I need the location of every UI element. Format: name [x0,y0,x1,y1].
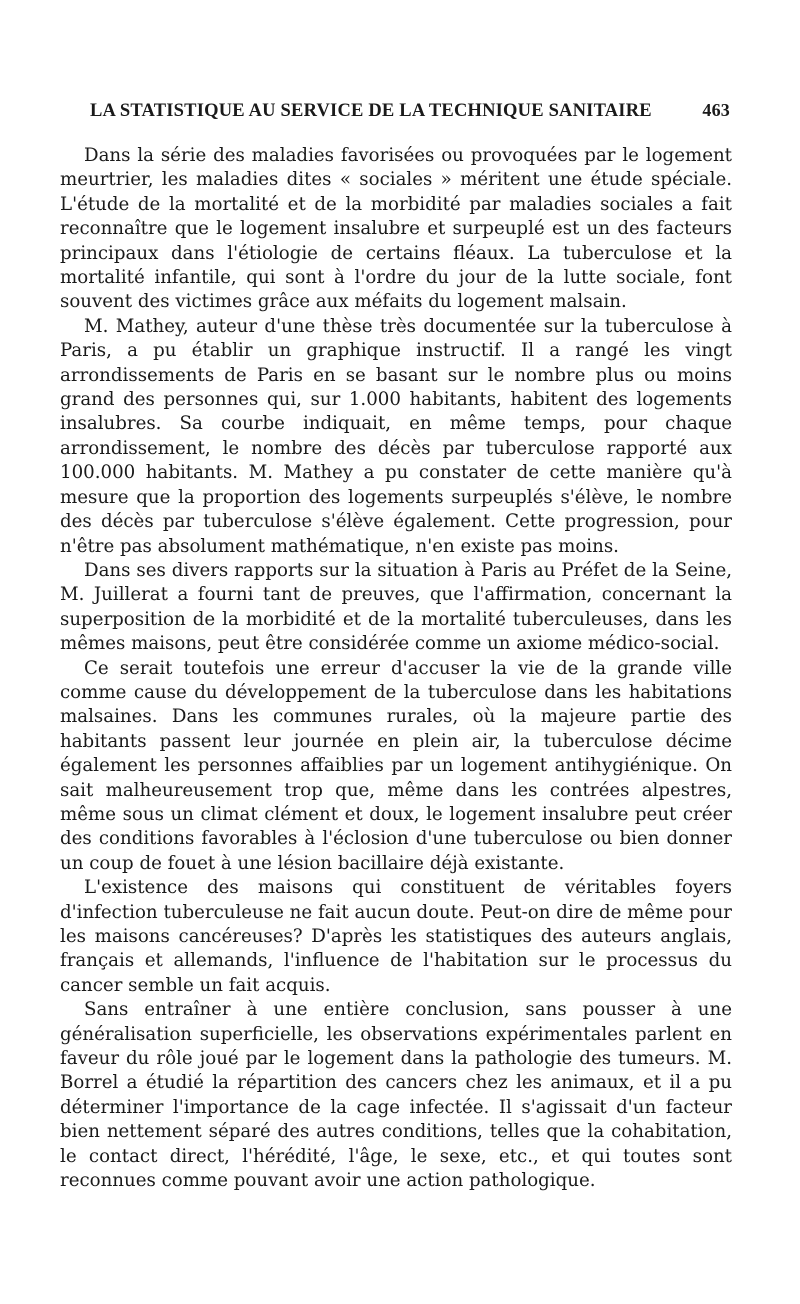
paragraph-mathey-study: M. Mathey, auteur d'une thèse très documentée sur la tuberculose à Paris, a pu établir un graphique instructif. Il a rangé les vingt arrondissements de Paris en se basant sur le nombre plus ou moins grand des personnes qui, sur 1.000 habitants, habitent des logements insalubres. Sa courbe indiquait, en même temps, pour chaque arrondissement, le nombre des décès par tuberculose rapporté aux 100.000 habitants. M. Mathey a pu constater de cette manière qu'à mesure que la proportion des logements surpeuplés s'élève, le nombre des décès par tuberculose s'élève également. Cette progression, pour n'être pas absolument mathématique, n'en existe pas moins. [60,315,732,557]
paragraph-rural-tuberculosis: Ce serait toutefois une erreur d'accuser la vie de la grande ville comme cause du développement de la tuberculose dans les habitations malsaines. Dans les communes rurales, où la majeure partie des habitants passent leur journée en plein air, la tuberculose décime également les personnes affaiblies par un logement antihygiénique. On sait malheureusement trop que, même dans les contrées alpestres, même sous un climat clément et doux, le logement insalubre peut créer des conditions favorables à l'éclosion d'une tuberculose ou bien donner un coup de fouet à une lésion bacillaire déjà existante. [60,657,732,874]
body-text [60,144,732,1193]
page-number: 463 [702,100,730,120]
paragraph-cancer-houses: L'existence des maisons qui constituent de véritables foyers d'infection tuberculeuse ne fait aucun doute. Peut-on dire de même pour les maisons cancéreuses? D'après les statistiques des auteurs anglais, français et allemands, l'influence de l'habitation sur le processus du cancer semble un fait acquis. [60,877,732,996]
running-head [90,100,730,126]
paragraph-borrel-observations: Sans entraîner à une entière conclusion, sans pousser à une généralisation superficielle, les observations expérimentales parlent en faveur du rôle joué par le logement dans la pathologie des tumeurs. M. Borrel a étudié la répartition des cancers chez les animaux, et il a pu déterminer l'importance de la cage infectée. Il s'agissait d'un facteur bien nettement séparé des autres conditions, telles que la cohabitation, le contact direct, l'hérédité, l'âge, le sexe, etc., et qui toutes sont reconnues comme pouvant avoir une action pathologique. [60,999,732,1192]
running-title: LA STATISTIQUE AU SERVICE DE LA TECHNIQUE SANITAIRE [90,101,652,121]
paragraph-social-diseases: Dans la série des maladies favorisées ou provoquées par le logement meurtrier, les maladies dites « sociales » méritent une étude spéciale. L'étude de la mortalité et de la morbidité par maladies sociales a fait reconnaître que le logement insalubre et surpeuplé est un des facteurs principaux dans l'étiologie de certains fléaux. La tuberculose et la mortalité infantile, qui sont à l'ordre du jour de la lutte sociale, font souvent des victimes grâce aux méfaits du logement malsain. [60,145,732,313]
paragraph-juillerat-reports: Dans ses divers rapports sur la situation à Paris au Préfet de la Seine, M. Juillerat a fourni tant de preuves, que l'affirmation, concernant la superposition de la morbidité et de la mortalité tuberculeuses, dans les mêmes maisons, peut être considérée comme un axiome médico-social. [60,559,732,655]
